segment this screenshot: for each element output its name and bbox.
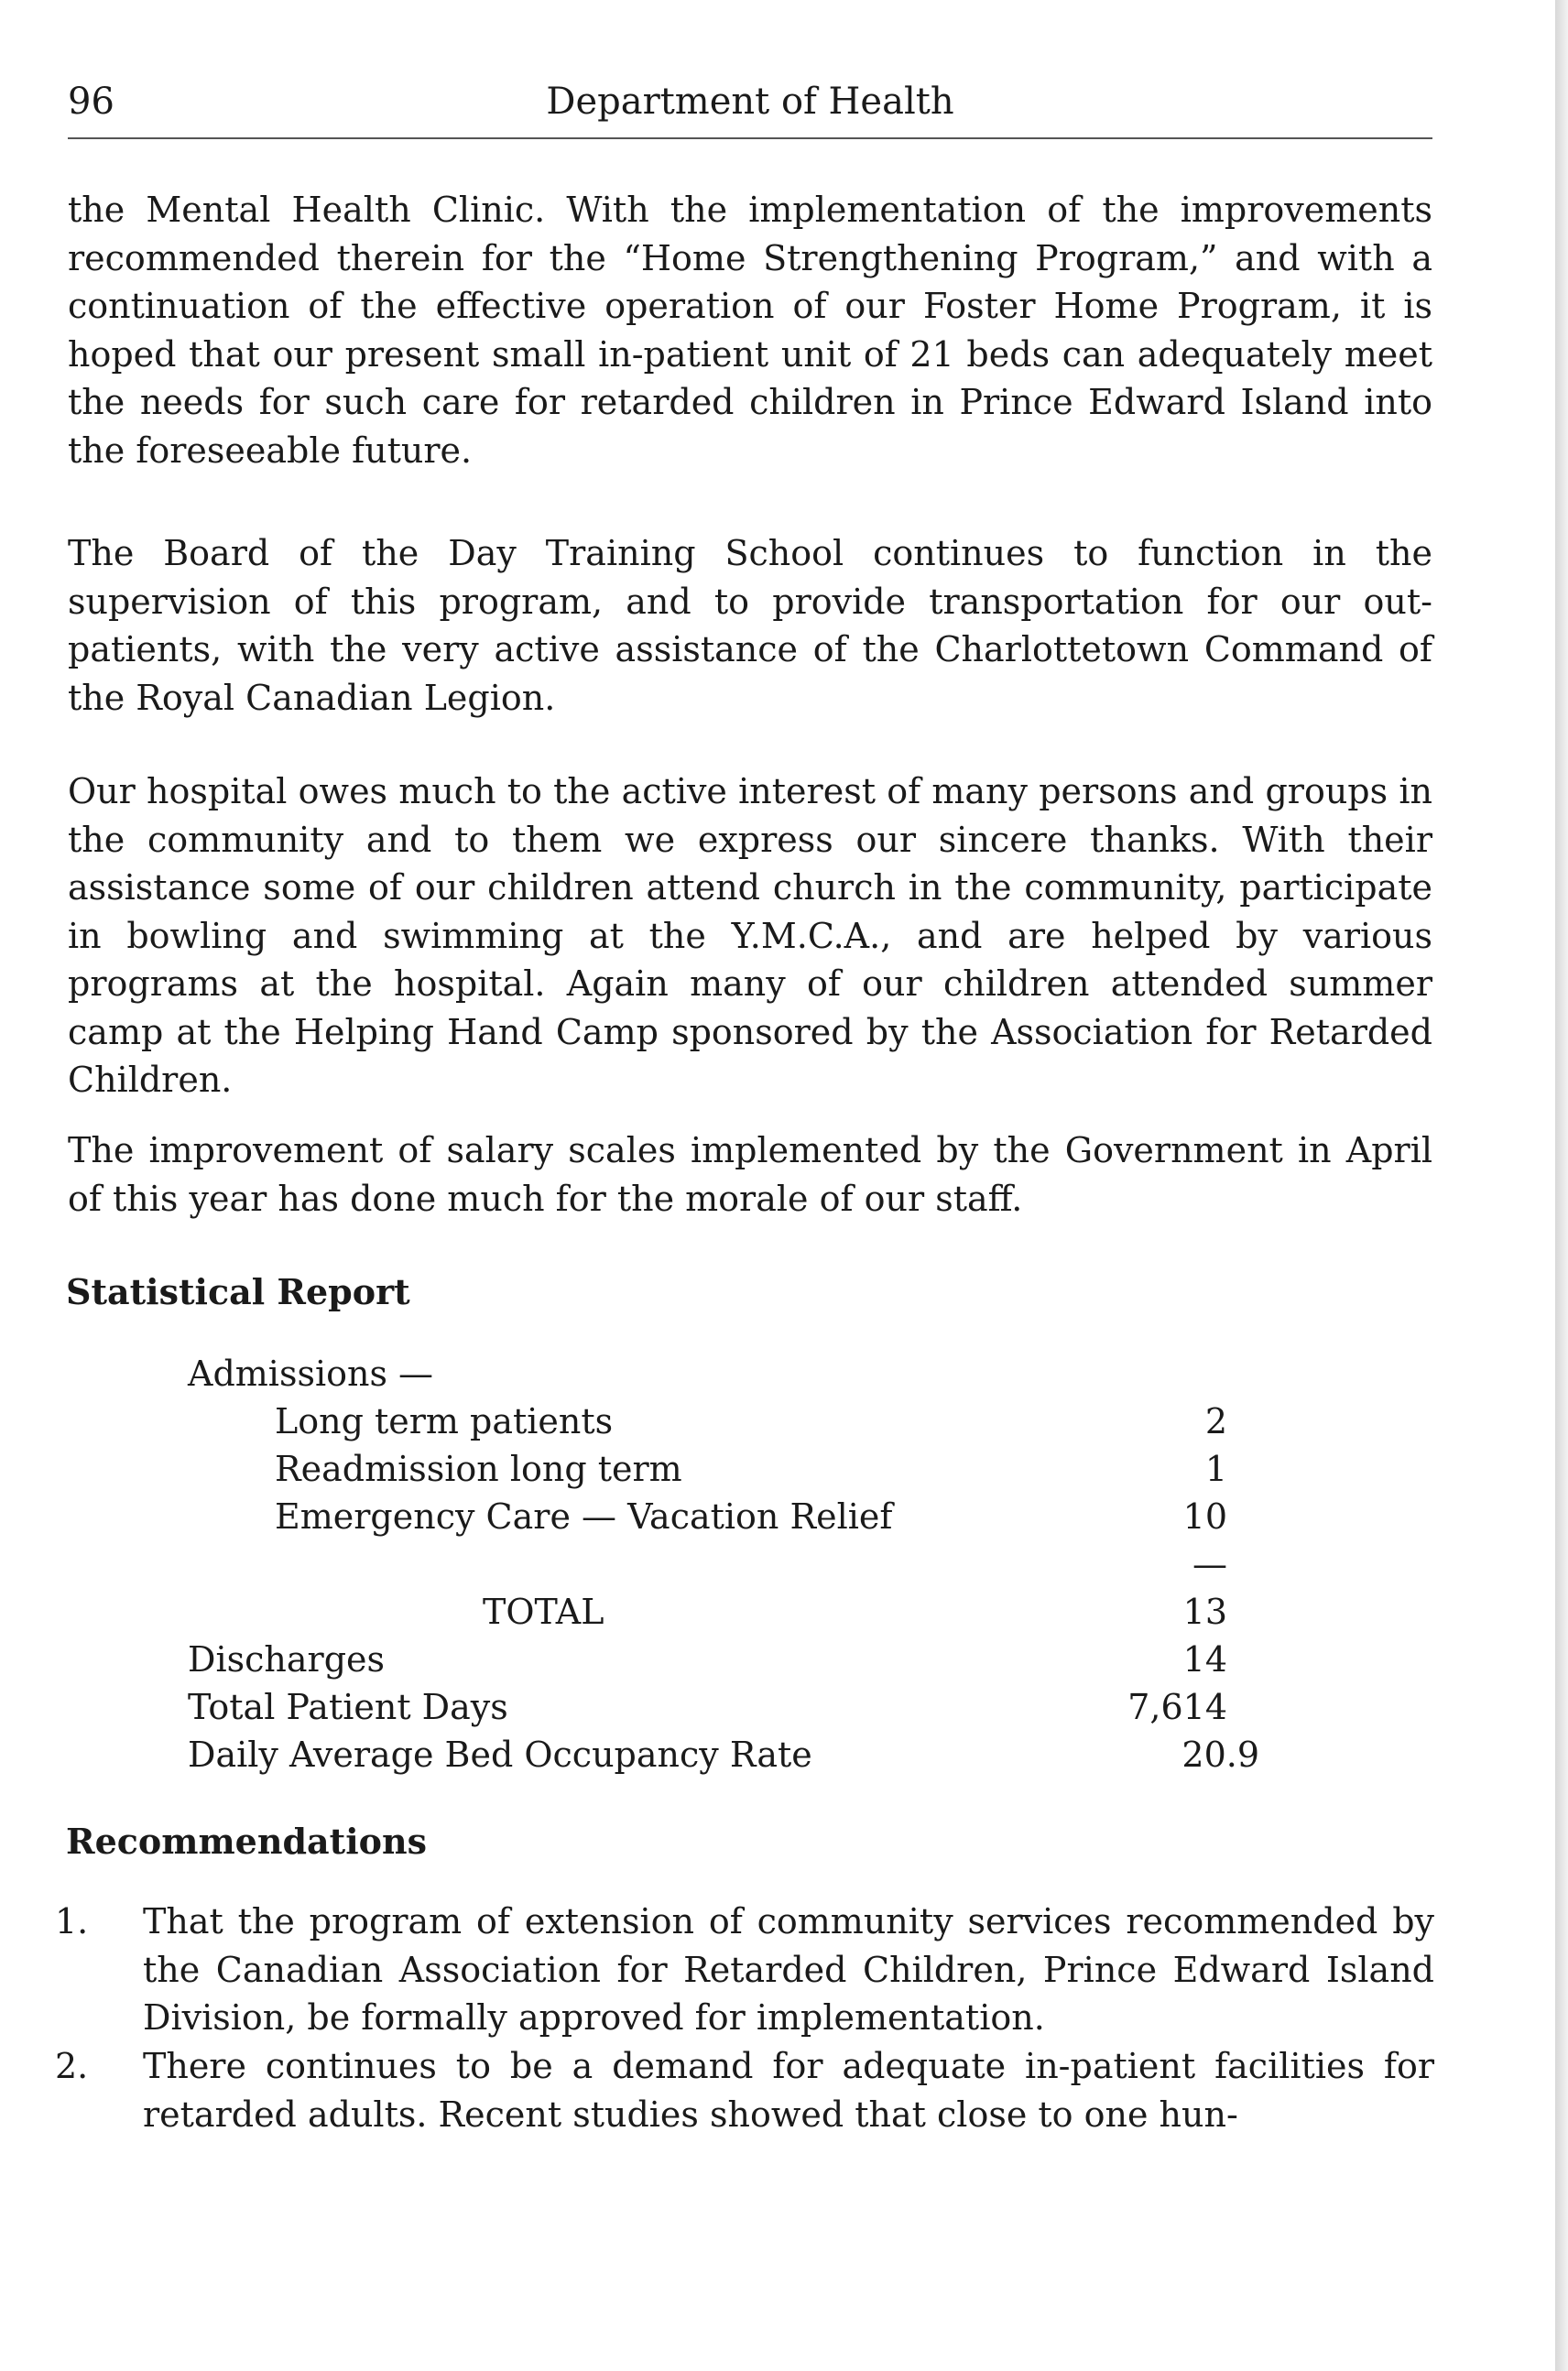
total-label: TOTAL — [483, 1592, 604, 1632]
paragraph-1 — [68, 186, 1432, 474]
recommendation-text: There continues to be a demand for adequate in-patient facilities for retarded adults. Recent studies showed that close to one hun- — [143, 2046, 1434, 2135]
recommendation-number: 1. — [55, 1901, 89, 1941]
stat-value-emergency-care: 10 — [1182, 1496, 1227, 1537]
stat-value-patient-days: 7,614 — [1127, 1687, 1227, 1727]
page-number: 96 — [68, 81, 114, 123]
statistical-report-heading: Statistical Report — [66, 1271, 410, 1312]
paragraph-text: Our hospital owes much to the active interest of many persons and groups in the community and to them we express our sincere thanks. With their assistance some of our children attend church in the community, participate in bowling and swimming at the Y.M.C.A., and are helped by various programs at the hospital. Again many of our children attended summer camp at the Helping Hand Camp sponsored by the Association for Retarded Children. — [68, 771, 1432, 1100]
stat-label-patient-days: Total Patient Days — [188, 1687, 508, 1727]
paragraph-4 — [68, 1126, 1432, 1223]
recommendation-text: That the program of extension of community services recommended by the Canadian Association for Retarded Children, Prince Edward Island Division, be formally approved for implementation. — [143, 1901, 1434, 2038]
stat-label-readmission: Readmission long term — [275, 1449, 682, 1489]
stat-label-long-term: Long term patients — [275, 1401, 614, 1441]
stat-label-occupancy-rate: Daily Average Bed Occupancy Rate — [188, 1735, 812, 1775]
paragraph-3 — [68, 767, 1432, 1104]
recommendation-number: 2. — [55, 2046, 89, 2086]
stat-value-readmission: 1 — [1204, 1449, 1227, 1489]
paragraph-text: The improvement of salary scales implemented by the Government in April of this year has done much for the morale of our staff. — [68, 1130, 1432, 1219]
subtotal-rule: — — [1192, 1544, 1227, 1584]
paragraph-text: The Board of the Day Training School continues to function in the supervision of this program, and to provide transportation for our out-patients, with the very active assistance of the Charlottetown Command of the Royal Canadian Legion. — [68, 533, 1432, 718]
paragraph-2 — [68, 529, 1432, 722]
stat-label-emergency-care: Emergency Care — Vacation Relief — [275, 1496, 893, 1537]
page-edge-shadow — [1555, 0, 1568, 2371]
stat-value-occupancy-rate: 20.9 — [1181, 1735, 1259, 1775]
total-value: 13 — [1182, 1592, 1227, 1632]
running-title: Department of Health — [546, 81, 954, 123]
stat-label-discharges: Discharges — [188, 1639, 386, 1680]
header-rule — [68, 137, 1432, 139]
page-header — [68, 81, 1432, 136]
paragraph-text: the Mental Health Clinic. With the implementation of the improvements recommended therein for the “Home Strengthening Program,” and with a continuation of the effective operation of our Foster Home Program, it is hoped that our present small in-patient unit of 21 beds can adequately meet the needs for such care for retarded children in Prince Edward Island into the foreseeable future. — [68, 190, 1432, 471]
stat-value-long-term: 2 — [1204, 1401, 1227, 1441]
recommendations-heading: Recommendations — [66, 1821, 428, 1862]
admissions-label: Admissions — — [188, 1354, 434, 1394]
stat-value-discharges: 14 — [1182, 1639, 1227, 1680]
